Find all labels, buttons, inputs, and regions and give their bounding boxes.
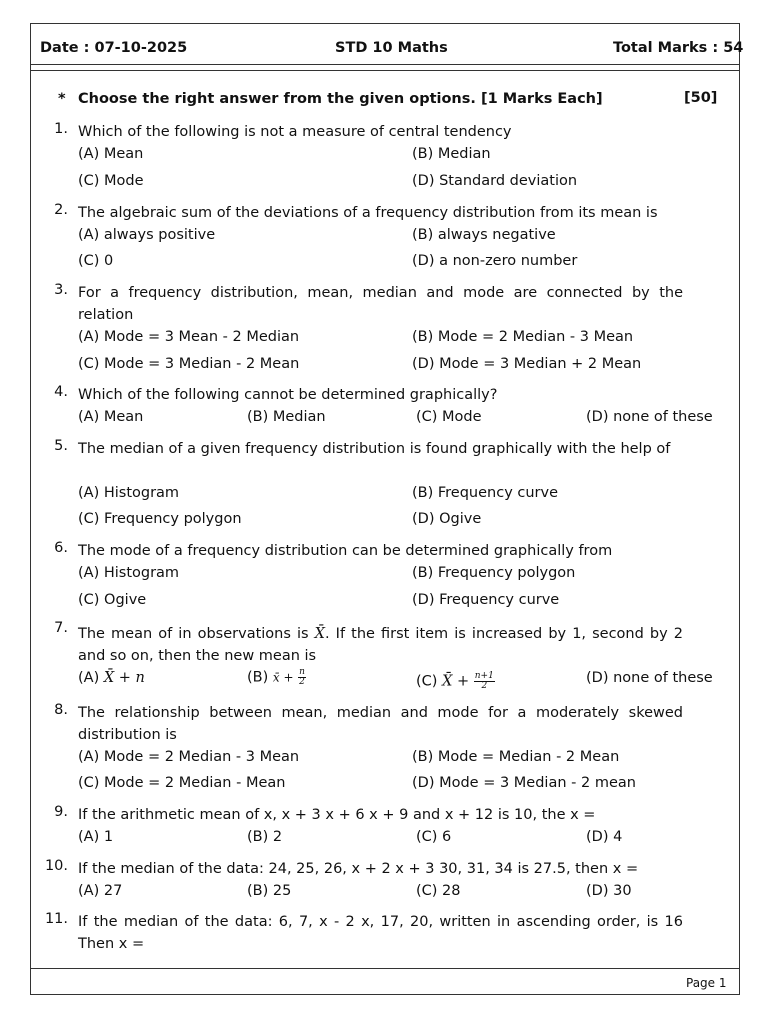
date-label: Date : 07-10-2025	[40, 40, 188, 56]
option-b: (B) Frequency curve	[412, 485, 559, 501]
option-d: (D) Mode = 3 Median + 2 Mean	[412, 356, 642, 372]
header-divider	[30, 64, 740, 65]
star-bullet: *	[58, 91, 66, 107]
option-d: (D) Mode = 3 Median - 2 mean	[412, 775, 636, 791]
page-number: Page 1	[686, 976, 727, 990]
instruction-text: Choose the right answer from the given options. [1 Marks Each]	[78, 91, 603, 107]
option-d: (D) a non-zero number	[412, 253, 578, 269]
question-number: 10.	[44, 858, 68, 874]
question-number: 3.	[54, 282, 68, 298]
question-number: 5.	[54, 438, 68, 454]
option-c: (C) 6	[416, 829, 452, 845]
option-a: (A) Mean	[78, 146, 144, 162]
option-b: (B) always negative	[412, 227, 556, 243]
question-text: If the median of the data: 24, 25, 26, x + 2 x + 3 30, 31, 34 is 27.5, then x =	[78, 861, 639, 877]
option-c: (C) Mode = 3 Median - 2 Mean	[78, 356, 300, 372]
page-border	[30, 23, 740, 995]
footer-divider	[30, 968, 740, 969]
option-a: (A) Mean	[78, 409, 144, 425]
option-c: (C) Ogive	[78, 592, 147, 608]
question-number: 9.	[54, 804, 68, 820]
option-a: (A) 1	[78, 829, 114, 845]
section-marks: [50]	[684, 90, 718, 106]
option-d: (D) 30	[586, 883, 632, 899]
question-text: For a frequency distribution, mean, median and mode are connected by the relation	[78, 285, 683, 323]
question-text: The relationship between mean, median and mode for a moderately skewed distribution is	[78, 705, 683, 743]
question-text: If the arithmetic mean of x, x + 3 x + 6 x + 9 and x + 12 is 10, the x =	[78, 807, 596, 823]
header-divider-2	[30, 70, 740, 71]
section-instruction	[58, 91, 603, 107]
fraction: $\frac{n}{2}$	[299, 667, 305, 687]
option-a: (A) 27	[78, 883, 123, 899]
question-text: The algebraic sum of the deviations of a frequency distribution from its mean is	[78, 205, 658, 221]
question-number: 8.	[54, 702, 68, 718]
question-text-part: The mean of in observations is	[78, 626, 315, 642]
option-d: (D) 4	[586, 829, 623, 845]
math-symbol: X̄	[314, 626, 325, 642]
question-text: Which of the following cannot be determined graphically?	[78, 387, 498, 403]
option-a: (A) Histogram	[78, 565, 180, 581]
option-a: (A) X̄ + n	[78, 670, 145, 686]
question-text: The mode of a frequency distribution can be determined graphically from	[78, 543, 613, 559]
question-text: Which of the following is not a measure of central tendency	[78, 124, 512, 140]
option-c: (C) 0	[78, 253, 114, 269]
option-b: (B) Mode = 2 Median - 3 Mean	[412, 329, 634, 345]
option-c: (C) Mode	[416, 409, 482, 425]
option-c: (C) Mode	[78, 173, 144, 189]
option-d: (D) Frequency curve	[412, 592, 560, 608]
option-a: (A) always positive	[78, 227, 216, 243]
option-b: (B) Frequency polygon	[412, 565, 576, 581]
option-c: (C) X̄ + $\frac{n+1}{2}$	[416, 671, 494, 691]
fraction: $\frac{n+1}{2}$	[474, 671, 494, 691]
option-b: (B) Median	[247, 409, 326, 425]
option-c: (C) Frequency polygon	[78, 511, 242, 527]
question-number: 11.	[44, 911, 68, 927]
subject-label: STD 10 Maths	[335, 40, 448, 56]
option-b: (B) Mode = Median - 2 Mean	[412, 749, 620, 765]
option-a: (A) Mode = 3 Mean - 2 Median	[78, 329, 300, 345]
question-number: 1.	[54, 121, 68, 137]
option-d: (D) Ogive	[412, 511, 482, 527]
question-text: If the median of the data: 6, 7, x - 2 x, 17, 20, written in ascending order, is 16 Then x =	[78, 914, 683, 952]
total-marks-label: Total Marks : 54	[613, 40, 744, 56]
option-d: (D) none of these	[586, 670, 713, 686]
option-d: (D) none of these	[586, 409, 713, 425]
question-text-part: . If the first item is increased by 1, second by 2 and so on, then the new mean is	[78, 626, 683, 664]
question-number: 6.	[54, 540, 68, 556]
option-d: (D) Standard deviation	[412, 173, 578, 189]
option-c: (C) Mode = 2 Median - Mean	[78, 775, 286, 791]
option-a: (A) Mode = 2 Median - 3 Mean	[78, 749, 300, 765]
option-b: (B) Median	[412, 146, 491, 162]
question-number: 4.	[54, 384, 68, 400]
option-b: (B) x̄ + $\frac{n}{2}$	[247, 667, 305, 687]
option-b: (B) 2	[247, 829, 283, 845]
question-number: 2.	[54, 202, 68, 218]
question-text	[78, 623, 683, 667]
option-c: (C) 28	[416, 883, 461, 899]
question-number: 7.	[54, 620, 68, 636]
question-text: The median of a given frequency distribution is found graphically with the help of	[78, 441, 671, 457]
option-b: (B) 25	[247, 883, 292, 899]
option-a: (A) Histogram	[78, 485, 180, 501]
